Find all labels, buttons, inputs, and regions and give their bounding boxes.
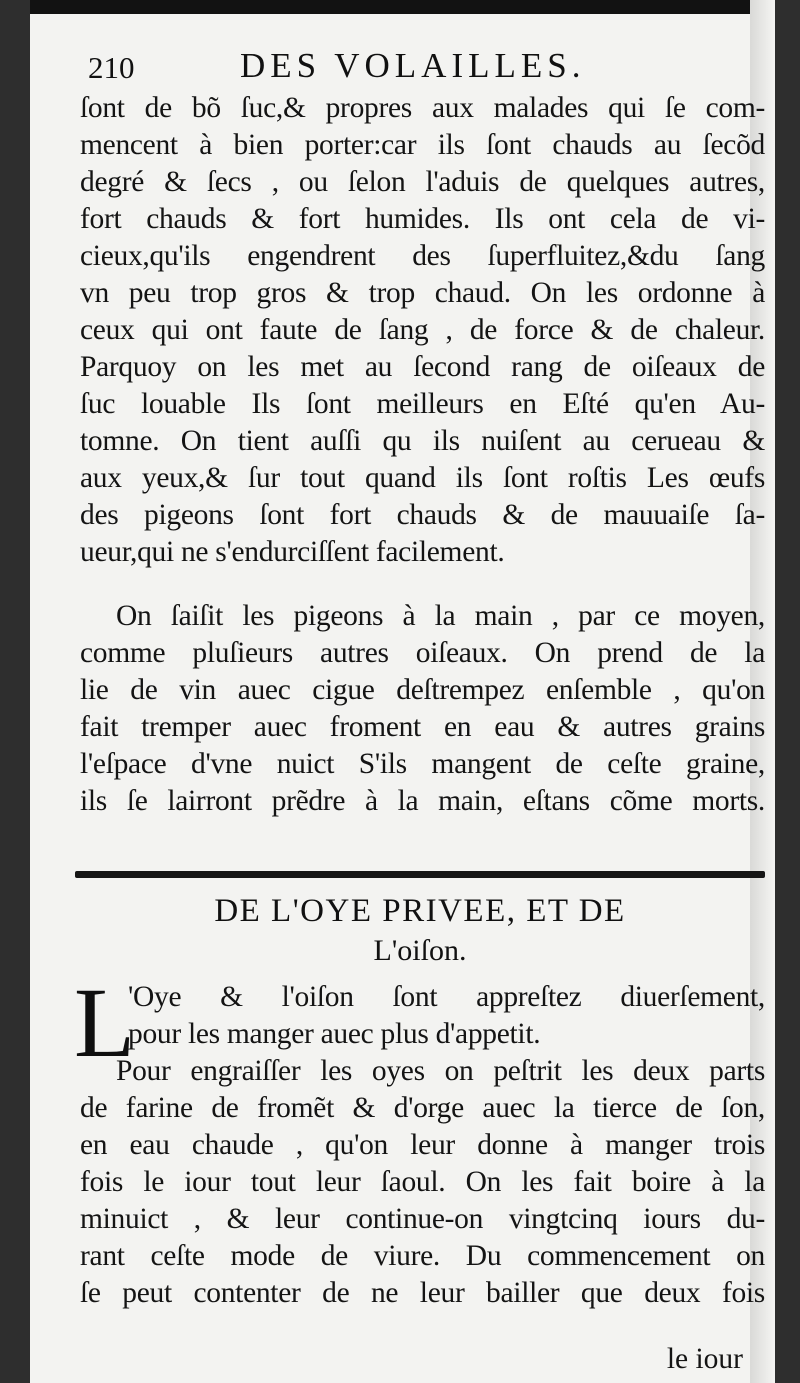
catchword: le iour: [666, 1343, 743, 1375]
paragraph-fattening-geese: [80, 1053, 765, 1312]
text-line: ils ſe lairront prẽdre à la main, eſtans cõme morts.: [80, 785, 765, 817]
text-line: fois le iour tout leur ſaoul. On les fait boire à la: [80, 1166, 765, 1198]
text-line: On ſaiſit les pigeons à la main , par ce moyen,: [116, 600, 765, 632]
text-line: minuict , & leur continue-on vingtcinq iours du-: [80, 1203, 765, 1235]
text-line: ſe peut contenter de ne leur bailler que deux fois: [80, 1277, 765, 1309]
text-line: ſuc louable Ils ſont meilleurs en Eſté qu'en Au-: [80, 388, 765, 420]
text-line: Parquoy on les met au ſecond rang de oiſeaux de: [80, 351, 765, 383]
paragraph-pigeons-properties: [80, 90, 765, 571]
text-line: 'Oye & l'oiſon ſont appreſtez diuerſement,: [128, 981, 765, 1013]
text-line: tomne. On tient auſſi qu ils nuiſent au cerueau &: [80, 425, 765, 457]
book-page: [30, 0, 775, 1383]
section-heading: DE L'OYE PRIVEE, ET DE: [214, 893, 626, 929]
text-line: Pour engraiſſer les oyes on peſtrit les deux parts: [116, 1055, 765, 1087]
text-line: degré & ſecs , ou ſelon l'aduis de quelques autres,: [80, 166, 765, 198]
section-heading-subtitle: L'oiſon.: [373, 934, 467, 967]
paragraph-catching-pigeons: [80, 598, 765, 820]
text-line: des pigeons ſont fort chauds & de mauuaiſe ſa-: [80, 499, 765, 531]
text-line: cieux,qu'ils engendrent des ſuperfluitez,&du ſang: [80, 240, 765, 272]
drop-cap-initial: L: [74, 967, 136, 1078]
text-line: comme pluſieurs autres oiſeaux. On prend de la: [80, 637, 765, 669]
text-line: mencent à bien porter:car ils ſont chauds au ſecõd: [80, 129, 765, 161]
text-line: vn peu trop gros & trop chaud. On les ordonne à: [80, 277, 765, 309]
text-line: lie de vin auec cigue deſtrempez enſemble , qu'on: [80, 674, 765, 706]
text-line: fort chauds & fort humides. Ils ont cela de vi-: [80, 203, 765, 235]
running-title: DES VOLAILLES.: [240, 46, 586, 85]
text-line: ceux qui ont faute de ſang , de force & de chaleur.: [80, 314, 765, 346]
text-line: de farine de fromẽt & d'orge auec la tierce de ſon,: [80, 1092, 765, 1124]
text-line: pour les manger auec plus d'appetit.: [128, 1018, 541, 1050]
section-divider-rule: [75, 871, 765, 878]
text-line: fait tremper auec froment en eau & autres grains: [80, 711, 765, 743]
page-top-edge: [30, 0, 775, 14]
text-line: l'eſpace d'vne nuict S'ils mangent de ceſte graine,: [80, 748, 765, 780]
text-line: rant ceſte mode de viure. Du commencement on: [80, 1240, 765, 1272]
text-line: en eau chaude , qu'on leur donne à manger trois: [80, 1129, 765, 1161]
running-head: [88, 46, 768, 92]
text-line: aux yeux,& ſur tout quand ils ſont roſtis Les œufs: [80, 462, 765, 494]
text-line: ueur,qui ne s'endurciſſent facilement.: [80, 536, 505, 568]
text-line: ſont de bõ ſuc,& propres aux malades qui ſe com-: [80, 92, 765, 124]
page-number: 210: [88, 50, 135, 85]
paragraph-goose-intro: [128, 979, 765, 1053]
